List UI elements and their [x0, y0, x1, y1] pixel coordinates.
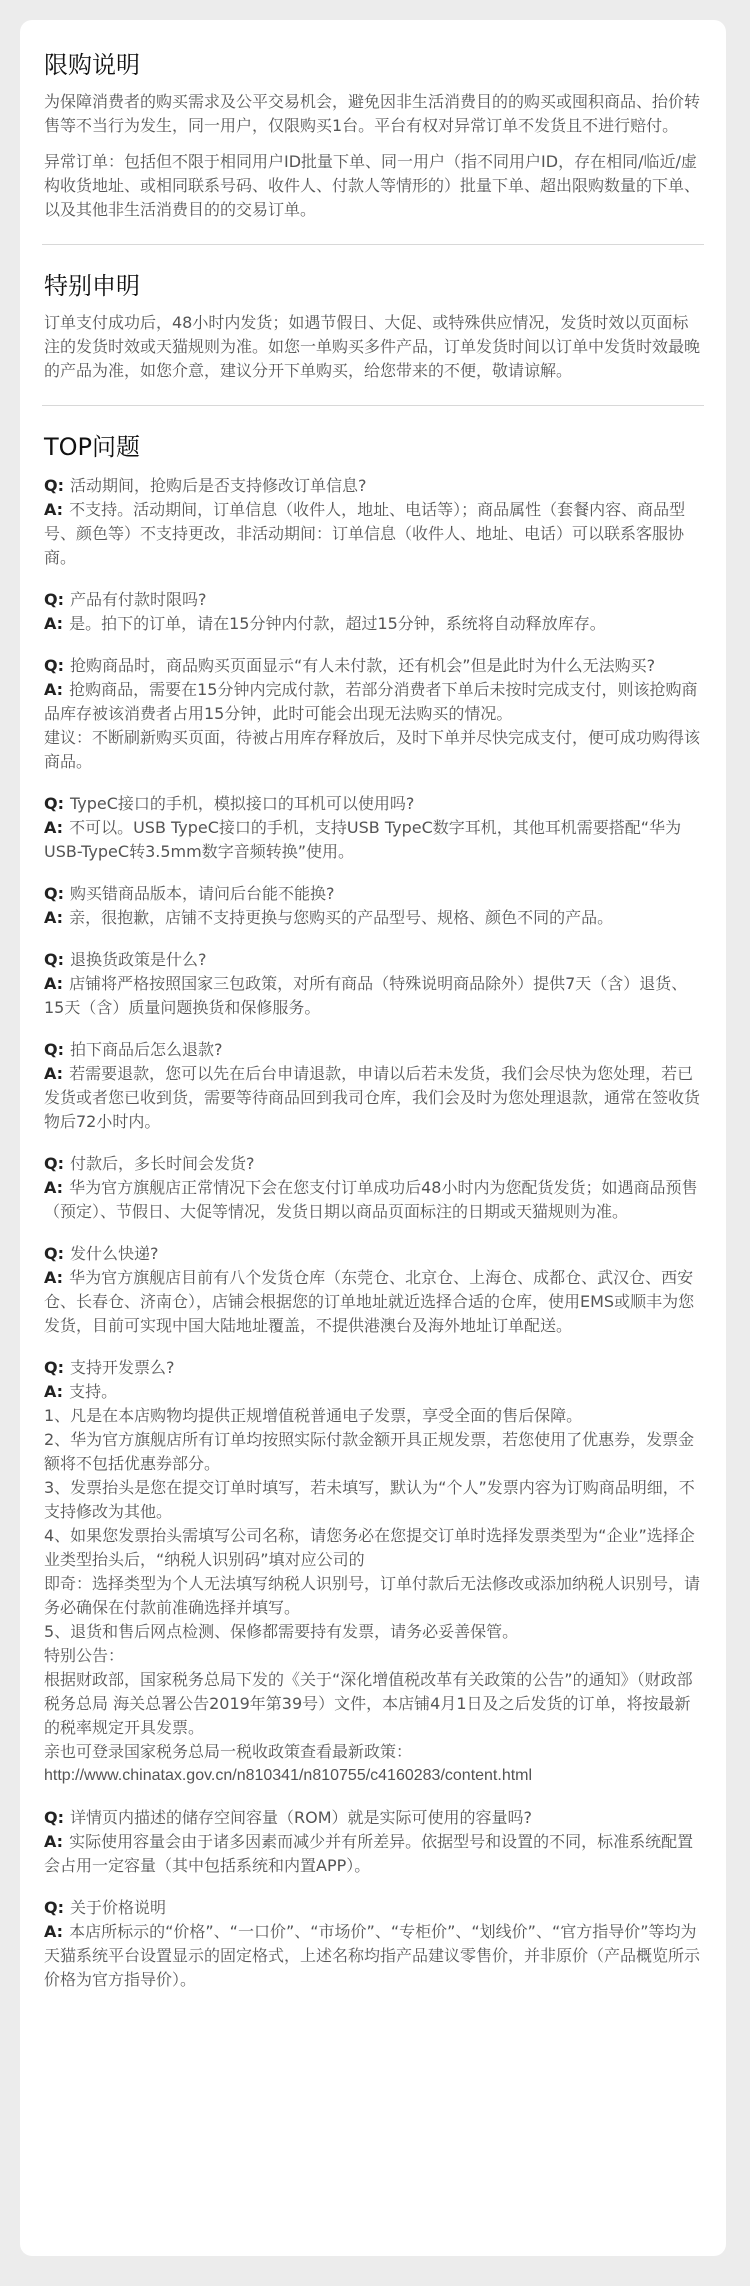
faq-answer	[44, 612, 702, 636]
answer-text: 不支持。活动期间，订单信息（收件人，地址、电话等）；商品属性（套餐内容、商品型号、颜色等）不支持更改，非活动期间：订单信息（收件人、地址、电话）可以联系客服协商。	[44, 500, 686, 567]
answer-label: A:	[44, 1178, 64, 1197]
faq-answer	[44, 1266, 702, 1338]
faq-question	[44, 1242, 702, 1266]
question-label: Q:	[44, 794, 64, 813]
answer-detail-line: 4、如果您发票抬头需填写公司名称，请您务必在您提交订单时选择发票类型为“企业”选择企业类型抬头后，“纳税人识别码”填对应公司的	[44, 1526, 695, 1569]
answer-label: A:	[44, 500, 64, 519]
section-divider	[42, 244, 704, 245]
answer-text: 实际使用容量会由于诸多因素而减少并有所差异。依据型号和设置的不同，标准系统配置会占用一定容量（其中包括系统和内置APP）。	[44, 1832, 694, 1875]
faq-question	[44, 474, 702, 498]
faq-answer	[44, 1380, 702, 1404]
faq-answer	[44, 1830, 702, 1878]
answer-label: A:	[44, 1064, 64, 1083]
question-label: Q:	[44, 476, 64, 495]
answer-text: 亲，很抱歉，店铺不支持更换与您购买的产品型号、规格、颜色不同的产品。	[69, 908, 614, 927]
question-text: 付款后，多长时间会发货?	[70, 1154, 255, 1173]
question-text: 活动期间，抢购后是否支持修改订单信息?	[70, 476, 367, 495]
answer-text: 店铺将严格按照国家三包政策，对所有商品（特殊说明商品除外）提供7天（含）退货、15天（含）质量问题换货和保修服务。	[44, 974, 688, 1017]
question-text: 详情页内描述的储存空间容量（ROM）就是实际可使用的容量吗?	[70, 1808, 533, 1827]
question-label: Q:	[44, 1040, 64, 1059]
answer-label: A:	[44, 680, 64, 699]
faq-question	[44, 792, 702, 816]
answer-label: A:	[44, 1832, 64, 1851]
faq-answer	[44, 1920, 702, 1992]
faq-item	[44, 1152, 702, 1224]
faq-item	[44, 654, 702, 774]
faq-question	[44, 948, 702, 972]
faq-item	[44, 1242, 702, 1338]
answer-detail-line: 2、华为官方旗舰店所有订单均按照实际付款金额开具正规发票，若您使用了优惠券，发票金额将不包括优惠券部分。	[44, 1430, 695, 1473]
question-label: Q:	[44, 1898, 64, 1917]
answer-detail-line: 3、发票抬头是您在提交订单时填写，若未填写，默认为“个人”发票内容为订购商品明细，不支持修改为其他。	[44, 1478, 695, 1521]
faq-answer	[44, 678, 702, 726]
faq-item	[44, 1896, 702, 1992]
answer-detail-line: 根据财政部，国家税务总局下发的《关于“深化增值税改革有关政策的公告”的通知》（财政部 税务总局 海关总署公告2019年第39号）文件，本店铺4月1日及之后发货的订单，将按最新的税率规定开具发票。	[44, 1670, 693, 1737]
faq-answer	[44, 1062, 702, 1134]
answer-label: A:	[44, 614, 64, 633]
faq-item	[44, 474, 702, 570]
answer-label: A:	[44, 908, 64, 927]
faq-answer	[44, 1176, 702, 1224]
faq-question	[44, 1806, 702, 1830]
faq-item	[44, 948, 702, 1020]
question-text: 支持开发票么?	[70, 1358, 175, 1377]
faq-list	[44, 474, 702, 1992]
faq-answer	[44, 498, 702, 570]
question-text: 关于价格说明	[70, 1898, 167, 1917]
faq-question	[44, 1038, 702, 1062]
answer-detail-line: 1、凡是在本店购物均提供正规增值税普通电子发票，享受全面的售后保障。	[44, 1406, 583, 1425]
question-text: 发什么快递?	[70, 1244, 159, 1263]
answer-label: A:	[44, 1382, 64, 1401]
faq-answer	[44, 906, 702, 930]
question-label: Q:	[44, 884, 64, 903]
faq-question	[44, 654, 702, 678]
answer-text: 支持。	[69, 1382, 118, 1401]
question-label: Q:	[44, 1358, 64, 1377]
answer-text: 是。拍下的订单，请在15分钟内付款，超过15分钟，系统将自动释放库存。	[69, 614, 606, 633]
question-label: Q:	[44, 1154, 64, 1173]
question-text: 抢购商品时，商品购买页面显示“有人未付款，还有机会”但是此时为什么无法购买?	[70, 656, 656, 675]
answer-text: 抢购商品，需要在15分钟内完成付款，若部分消费者下单后未按时完成支付，则该抢购商品库存被该消费者占用15分钟，此时可能会出现无法购买的情况。	[44, 680, 698, 723]
faq-question	[44, 588, 702, 612]
question-label: Q:	[44, 590, 64, 609]
question-text: TypeC接口的手机，模拟接口的耳机可以使用吗?	[70, 794, 415, 813]
answer-detail-line: 亲也可登录国家税务总局一税收政策查看最新政策：	[44, 1742, 413, 1761]
answer-text: 华为官方旗舰店目前有八个发货仓库（东莞仓、北京仓、上海仓、成都仓、武汉仓、西安仓、长春仓、济南仓），店铺会根据您的订单地址就近选择合适的仓库，使用EMS或顺丰为您发货，目前可实现中国大陆地址覆盖，不提供港澳台及海外地址订单配送。	[44, 1268, 695, 1335]
special-statement-title: 特别申明	[44, 272, 140, 300]
top-questions-title: TOP问题	[44, 433, 141, 461]
answer-label: A:	[44, 818, 64, 837]
purchase-limit-title: 限购说明	[44, 51, 140, 79]
purchase-limit-paragraph: 为保障消费者的购买需求及公平交易机会，避免因非生活消费目的的购买或囤积商品、抬价转售等不当行为发生，同一用户，仅限购买1台。平台有权对异常订单不发货且不进行赔付。	[44, 92, 701, 135]
answer-label: A:	[44, 974, 64, 993]
question-label: Q:	[44, 950, 64, 969]
faq-item	[44, 1806, 702, 1878]
question-label: Q:	[44, 656, 64, 675]
question-label: Q:	[44, 1244, 64, 1263]
answer-detail-line: 建议：不断刷新购买页面，待被占用库存释放后，及时下单并尽快完成支付，便可成功购得该商品。	[44, 728, 701, 771]
answer-detail-line: 5、退货和售后网点检测、保修都需要持有发票，请务必妥善保管。	[44, 1622, 519, 1641]
answer-detail-line: 即奇：选择类型为个人无法填写纳税人识别号，订单付款后无法修改或添加纳税人识别号，请务必确保在付款前准确选择并填写。	[44, 1574, 701, 1617]
answer-label: A:	[44, 1922, 64, 1941]
abnormal-order-paragraph: 异常订单：包括但不限于相同用户ID批量下单、同一用户（指不同用户ID，存在相同/临近/虚构收货地址、或相同联系号码、收件人、付款人等情形的）批量下单、超出限购数量的下单、以及其他非生活消费目的的交易订单。	[44, 152, 701, 219]
policy-url: http://www.chinatax.gov.cn/n810341/n810755/c4160283/content.html	[44, 1767, 533, 1784]
question-text: 购买错商品版本，请问后台能不能换?	[70, 884, 335, 903]
question-text: 退换货政策是什么?	[70, 950, 207, 969]
faq-item	[44, 588, 702, 636]
faq-question	[44, 1356, 702, 1380]
section-divider	[42, 405, 704, 406]
question-text: 拍下商品后怎么退款?	[70, 1040, 223, 1059]
faq-answer	[44, 816, 702, 864]
faq-question	[44, 1896, 702, 1920]
special-statement-paragraph: 订单支付成功后，48小时内发货；如遇节假日、大促、或特殊供应情况，发货时效以页面标注的发货时效或天猫规则为准。如您一单购买多件产品，订单发货时间以订单中发货时效最晚的产品为准，如您介意，建议分开下单购买，给您带来的不便，敬请谅解。	[44, 313, 701, 380]
answer-detail-line: 特别公告：	[44, 1646, 125, 1665]
faq-answer	[44, 972, 702, 1020]
answer-text: 华为官方旗舰店正常情况下会在您支付订单成功后48小时内为您配货发货；如遇商品预售（预定）、节假日、大促等情况，发货日期以商品页面标注的日期或天猫规则为准。	[44, 1178, 698, 1221]
faq-item	[44, 1038, 702, 1134]
answer-text: 不可以。USB TypeC接口的手机，支持USB TypeC数字耳机，其他耳机需要搭配“华为USB-TypeC转3.5mm数字音频转换”使用。	[44, 818, 682, 861]
content-card	[20, 20, 726, 2256]
faq-item	[44, 1356, 702, 1788]
faq-item	[44, 882, 702, 930]
answer-text: 若需要退款，您可以先在后台申请退款，申请以后若未发货，我们会尽快为您处理，若已发货或者您已收到货，需要等待商品回到我司仓库，我们会及时为您处理退款，通常在签收货物后72小时内。	[44, 1064, 701, 1131]
question-text: 产品有付款时限吗?	[70, 590, 207, 609]
answer-label: A:	[44, 1268, 64, 1287]
answer-text: 本店所标示的“价格”、“一口价”、“市场价”、“专柜价”、“划线价”、“官方指导价”等均为天猫系统平台设置显示的固定格式，上述名称均指产品建议零售价，并非原价（产品概览所示价格为官方指导价）。	[44, 1922, 701, 1989]
question-label: Q:	[44, 1808, 64, 1827]
faq-item	[44, 792, 702, 864]
faq-question	[44, 1152, 702, 1176]
faq-question	[44, 882, 702, 906]
